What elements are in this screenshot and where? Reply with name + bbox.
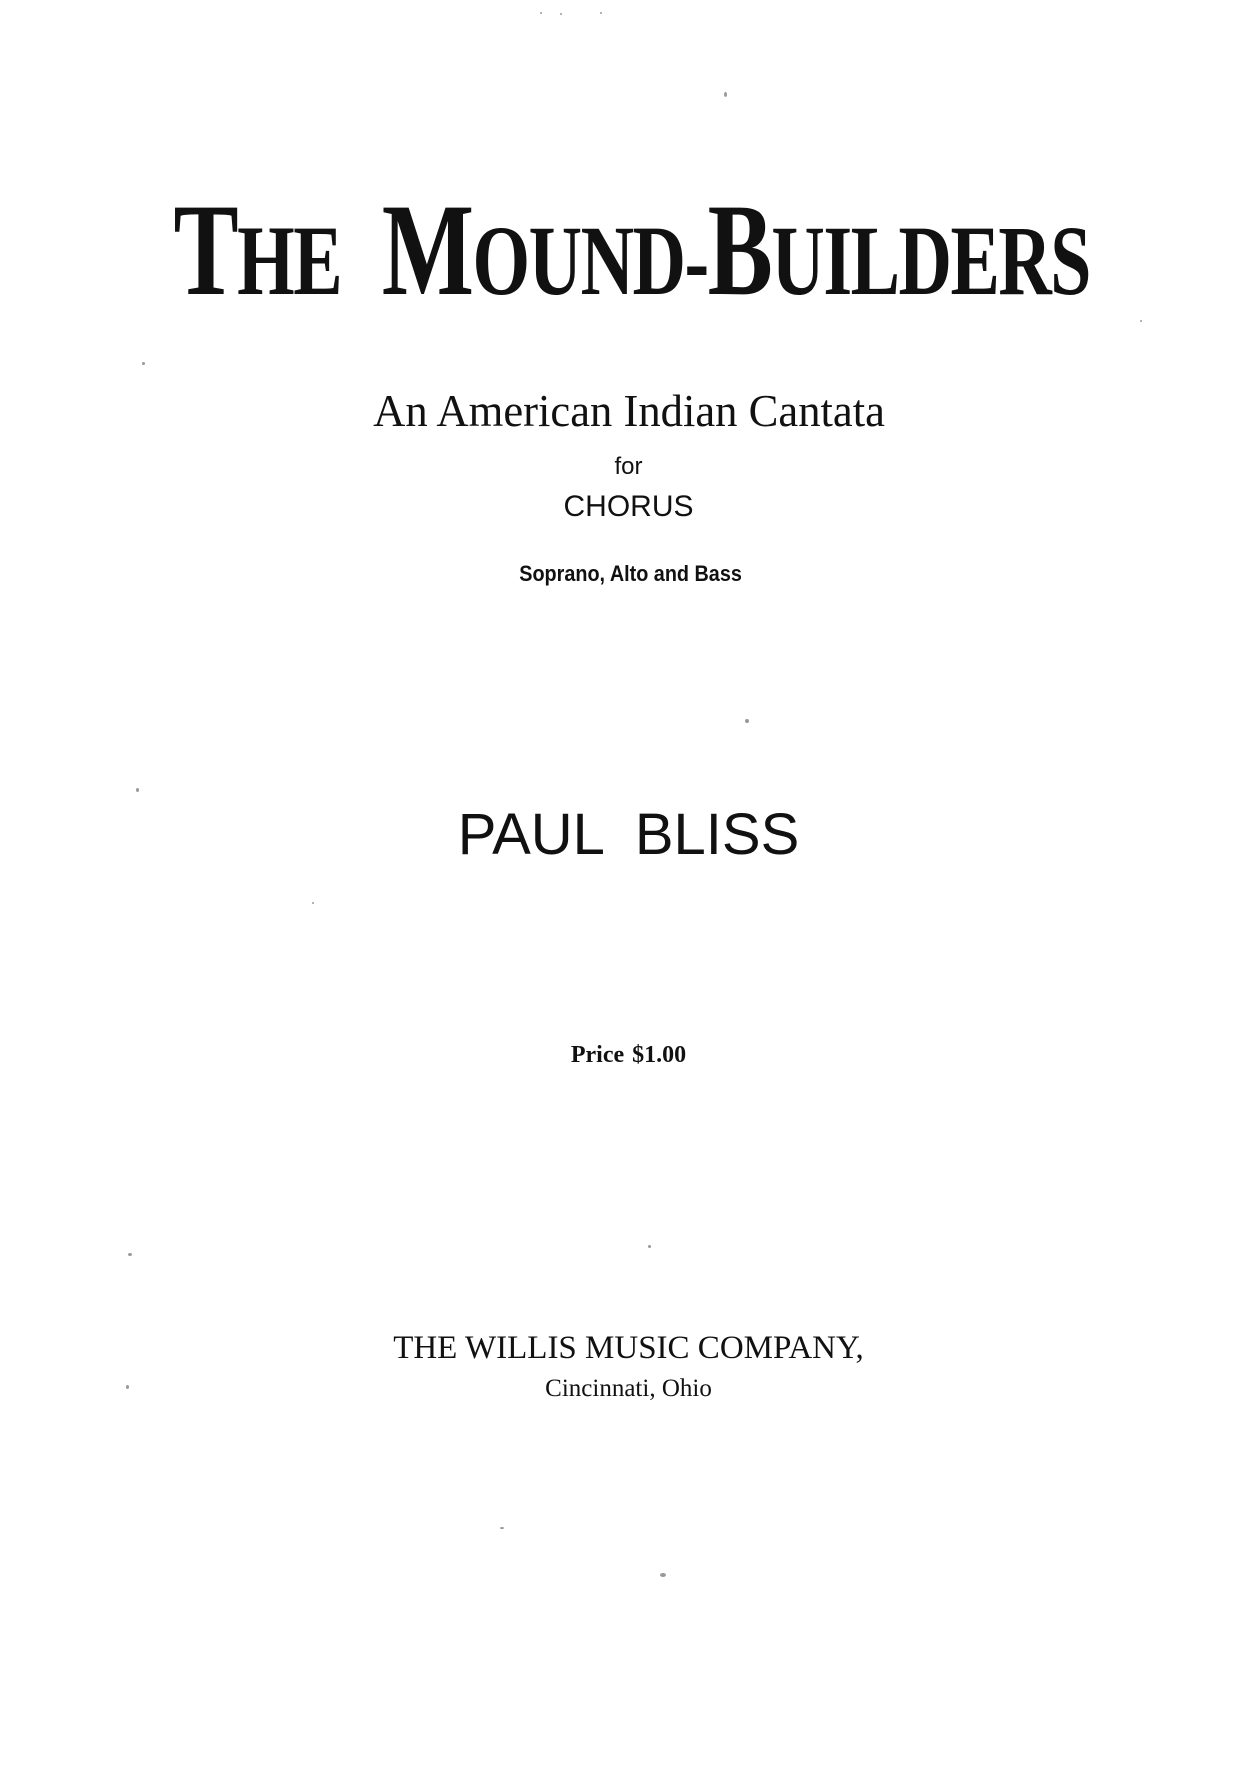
scan-speck	[136, 788, 139, 792]
title-initial-b: B	[707, 176, 772, 323]
subtitle: An American Indian Cantata	[373, 385, 885, 436]
composer-name: PAUL BLISS	[457, 802, 800, 867]
scan-speck	[1140, 320, 1142, 322]
title-rest-uilders: UILDERS	[771, 205, 1090, 316]
price-line	[0, 1040, 1257, 1070]
price-amount: $1.00	[632, 1042, 687, 1068]
voice-parts: Soprano, Alto and Bass	[519, 561, 742, 586]
scan-speck	[540, 12, 542, 14]
scan-speck	[724, 92, 727, 97]
scan-speck	[745, 719, 749, 723]
scan-speck	[660, 1573, 666, 1577]
scan-speck	[600, 12, 602, 14]
price-label: Price	[570, 1042, 625, 1068]
scan-speck	[142, 362, 145, 365]
for-text: for	[614, 453, 643, 480]
title-initial-t: T	[173, 176, 238, 323]
title-rest-he: HE	[237, 205, 342, 316]
scan-speck	[648, 1245, 651, 1248]
scan-speck	[126, 1385, 129, 1389]
publisher-name: THE WILLIS MUSIC COMPANY,	[393, 1330, 864, 1366]
scan-speck	[500, 1527, 504, 1529]
title-initial-m: M	[381, 176, 473, 323]
page-title	[167, 176, 1097, 323]
chorus-text: CHORUS	[563, 490, 694, 523]
publisher-city: Cincinnati, Ohio	[545, 1375, 712, 1402]
scan-speck	[312, 902, 314, 904]
scan-speck	[560, 13, 562, 15]
scan-speck	[128, 1253, 132, 1256]
title-hyphen: -	[684, 205, 708, 316]
title-rest-ound: OUND	[472, 205, 685, 316]
